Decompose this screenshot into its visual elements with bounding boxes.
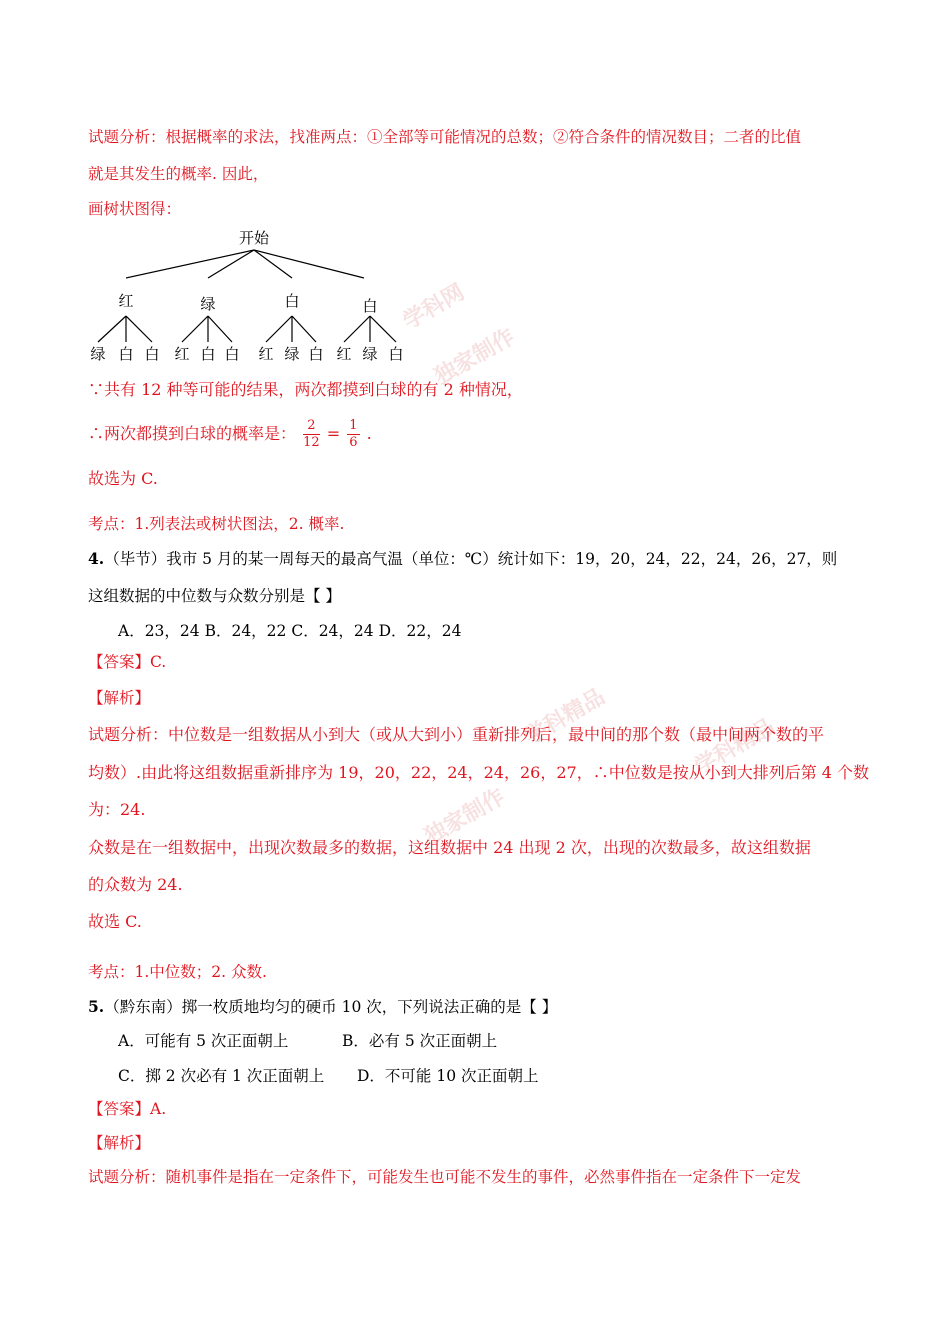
tree-diagram <box>86 226 416 371</box>
tree-node-label: 白 <box>362 297 378 315</box>
tree-leaf-label: 红 <box>174 345 190 363</box>
option-c: C．掷 2 次必有 1 次正面朝上 <box>118 1067 325 1085</box>
analysis-line: 就是其发生的概率. 因此， <box>88 165 269 183</box>
tree-node-label: 绿 <box>200 295 216 313</box>
watermark: 独家制作 <box>430 324 520 391</box>
tree-leaf-label: 绿 <box>284 345 300 363</box>
option-a: A．可能有 5 次正面朝上 <box>118 1032 289 1050</box>
analysis-line: 众数是在一组数据中，出现次数最多的数据，这组数据中 24 出现 2 次，出现的次数最多，故这组数据 <box>88 838 811 857</box>
analysis-line: 均数）.由此将这组数据重新排序为 19，20，22，24，24，26，27，∴中位数是按从小到大排列后第 4 个数 <box>88 763 870 782</box>
tree-leaf-label: 白 <box>308 345 324 363</box>
analysis-line: 试题分析：根据概率的求法，找准两点：①全部等可能情况的总数；②符合条件的情况数目；二者的比值 <box>88 128 802 146</box>
tree-leaf-label: 白 <box>118 345 134 363</box>
question-number: 4. <box>88 549 105 568</box>
kaodian-line: 考点：1.中位数；2. 众数. <box>88 963 267 981</box>
question-5 <box>88 997 557 1017</box>
question-text: （黔东南）掷一枚质地均匀的硬币 10 次，下列说法正确的是【 】 <box>104 998 558 1016</box>
choose-line: 故选为 C. <box>88 469 158 488</box>
fraction-numerator: 2 <box>303 418 320 435</box>
tree-root-label: 开始 <box>238 229 270 247</box>
tree-node-label: 白 <box>284 292 300 310</box>
analysis-line: 试题分析：随机事件是指在一定条件下，可能发生也可能不发生的事件，必然事件指在一定条件下一定发 <box>88 1168 802 1186</box>
choose-line: 故选 C. <box>88 912 142 931</box>
watermark: 学科精品 <box>520 684 610 751</box>
jiexi-heading: 【解析】 <box>88 1134 151 1152</box>
answer-line: 【答案】A. <box>88 1100 167 1118</box>
question-text: （毕节）我市 5 月的某一周每天的最高气温（单位：℃）统计如下：19，20，24，22，24，26，27，则 <box>104 550 838 568</box>
tree-leaf-label: 白 <box>224 345 240 363</box>
analysis-line: 画树状图得： <box>88 200 182 218</box>
jiexi-heading: 【解析】 <box>88 689 151 707</box>
tree-node-label: 红 <box>118 292 134 310</box>
tree-leaf-label: 白 <box>388 345 404 363</box>
watermark: 学科网 <box>399 279 469 335</box>
probability-prefix: ∴两次都摸到白球的概率是： <box>88 424 297 443</box>
tree-leaf-label: 白 <box>200 345 216 363</box>
fraction-denominator: 12 <box>303 435 320 450</box>
result-line: ∵共有 12 种等可能的结果，两次都摸到白球的有 2 种情况， <box>88 380 523 399</box>
tree-leaf-label: 绿 <box>362 345 378 363</box>
watermark: 学科精品 <box>690 714 780 781</box>
answer-line: 【答案】C. <box>88 653 167 671</box>
tree-leaf-label: 白 <box>144 345 160 363</box>
tree-leaf-label: 红 <box>258 345 274 363</box>
probability-suffix: . <box>366 424 372 443</box>
kaodian-line: 考点：1.列表法或树状图法，2. 概率. <box>88 515 345 533</box>
fraction-denominator: 6 <box>349 435 358 450</box>
option-b: B．必有 5 次正面朝上 <box>342 1032 498 1050</box>
fraction-1-6 <box>347 418 359 451</box>
question-text: 这组数据的中位数与众数分别是【 】 <box>88 587 341 605</box>
watermark: 独家制作 <box>420 784 510 851</box>
question-number: 5. <box>88 997 105 1016</box>
probability-line <box>88 412 372 456</box>
analysis-line: 为：24. <box>88 800 146 819</box>
tree-leaf-label: 红 <box>336 345 352 363</box>
fraction-2-12 <box>303 418 320 451</box>
fraction-numerator: 1 <box>349 418 358 433</box>
tree-leaf-label: 绿 <box>90 345 106 363</box>
analysis-line: 试题分析：中位数是一组数据从小到大（或从大到小）重新排列后，最中间的那个数（最中间两个数的平 <box>88 725 825 744</box>
option-d: D．不可能 10 次正面朝上 <box>357 1067 539 1085</box>
question-4 <box>88 549 837 569</box>
equals-sign: = <box>326 424 341 443</box>
analysis-line: 的众数为 24. <box>88 875 183 894</box>
question-options: A．23，24 B．24，22 C．24，24 D．22，24 <box>118 622 462 640</box>
